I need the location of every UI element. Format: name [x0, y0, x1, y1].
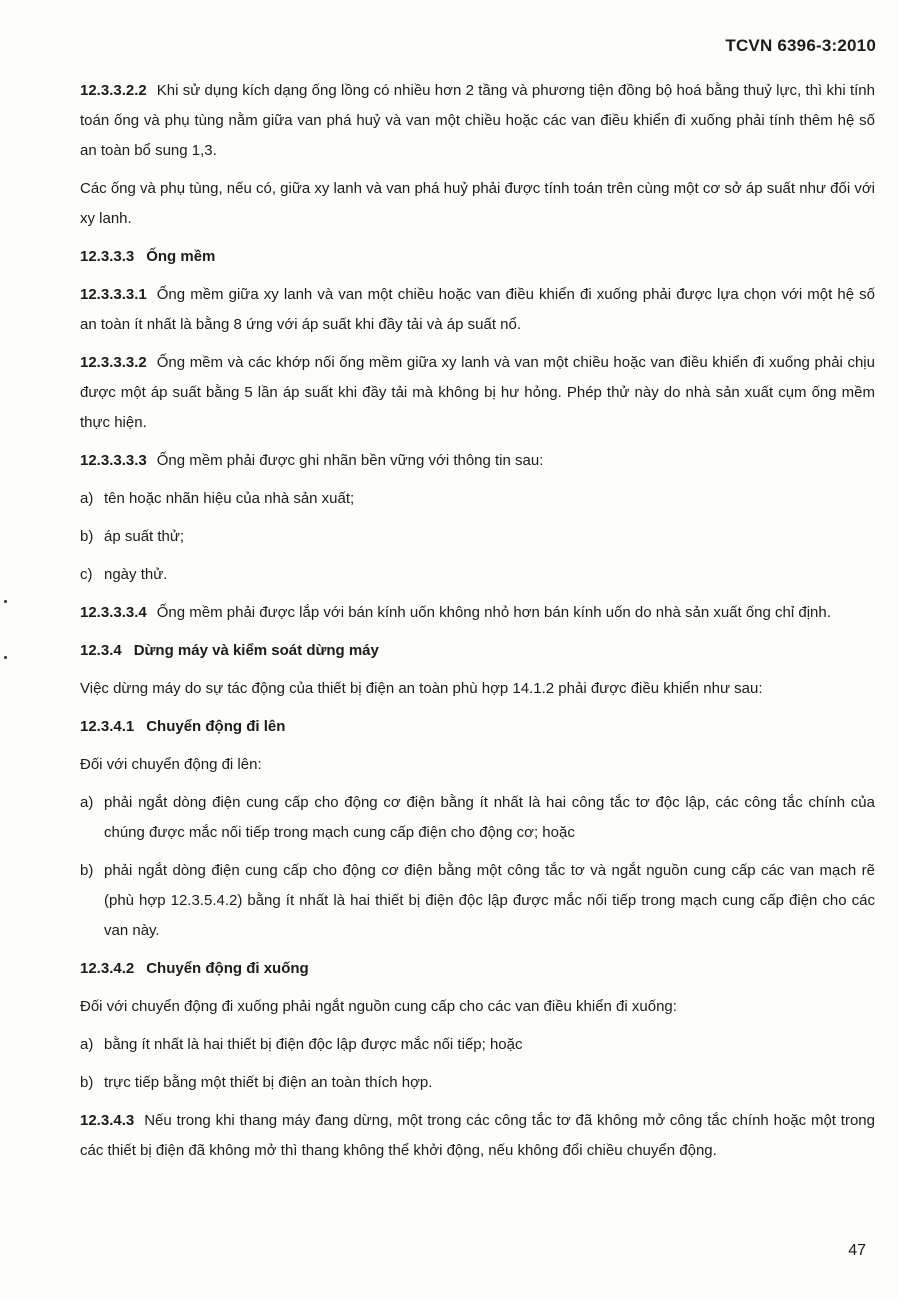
list-item	[80, 522, 875, 552]
paragraph	[80, 76, 875, 166]
list-item	[80, 1030, 875, 1060]
document-body	[80, 76, 875, 1174]
list-item-text: bằng ít nhất là hai thiết bị điện độc lập được mắc nối tiếp; hoặc	[104, 1036, 523, 1053]
paragraph-text: Ống mềm giữa xy lanh và van một chiều hoặc van điều khiển đi xuống phải được lựa chọn với một hệ số an toàn ít nhất là bằng 8 ứng với áp suất khi đầy tải và áp suất nổ.	[80, 286, 875, 333]
paragraph	[80, 992, 875, 1022]
clause-number: 12.3.3.3.1	[80, 286, 147, 303]
page-header-standard-code: TCVN 6396-3:2010	[725, 36, 876, 55]
list-item	[80, 788, 875, 848]
scan-mark	[4, 656, 7, 659]
list-marker: b)	[80, 862, 94, 879]
list-marker: b)	[80, 528, 94, 545]
section-heading	[80, 712, 875, 742]
paragraph-text: Các ống và phụ tùng, nếu có, giữa xy lanh và van phá huỷ phải được tính toán trên cùng một cơ sở áp suất như đối với xy lanh.	[80, 180, 875, 227]
paragraph-text: Nếu trong khi thang máy đang dừng, một trong các công tắc tơ đã không mở công tắc chính hoặc một trong các thiết bị điện đã không mở thì thang không thể khởi động, nếu không đổi chiều chuyển động.	[80, 1112, 875, 1159]
paragraph-text: Việc dừng máy do sự tác động của thiết bị điện an toàn phù hợp 14.1.2 phải được điều khiển như sau:	[80, 680, 763, 697]
heading-text: Ống mềm	[146, 248, 216, 265]
paragraph	[80, 750, 875, 780]
list-marker: a)	[80, 1036, 94, 1053]
scan-mark	[4, 600, 7, 603]
section-heading	[80, 954, 875, 984]
page-number: 47	[848, 1242, 866, 1259]
list-marker: c)	[80, 566, 93, 583]
list-item-text: phải ngắt dòng điện cung cấp cho động cơ điện bằng ít nhất là hai công tắc tơ độc lập, các công tắc chính của chúng được mắc nối tiếp trong mạch cung cấp điện cho động cơ; hoặc	[104, 794, 875, 841]
list-marker: a)	[80, 794, 94, 811]
list-item-text: áp suất thử;	[104, 528, 185, 545]
list-item	[80, 1068, 875, 1098]
paragraph	[80, 174, 875, 234]
list-marker: a)	[80, 490, 94, 507]
heading-text: Dừng máy và kiểm soát dừng máy	[133, 642, 379, 659]
paragraph-text: Khi sử dụng kích dạng ống lồng có nhiều hơn 2 tầng và phương tiện đồng bộ hoá bằng thuỷ lực, thì khi tính toán ống và phụ tùng nằm giữa van phá huỷ và van một chiều hoặc các van điều khiển đi xuống phải tính thêm hệ số an toàn bổ sung 1,3.	[80, 82, 875, 159]
paragraph	[80, 598, 875, 628]
list-item	[80, 560, 875, 590]
clause-number: 12.3.4.2	[80, 960, 135, 977]
clause-number: 12.3.3.3	[80, 248, 135, 265]
paragraph-text: Đối với chuyển động đi lên:	[80, 756, 262, 773]
paragraph-text: Đối với chuyển động đi xuống phải ngắt nguồn cung cấp cho các van điều khiển đi xuống:	[80, 998, 677, 1015]
paragraph	[80, 348, 875, 438]
clause-number: 12.3.3.2.2	[80, 82, 147, 99]
list-item-text: trực tiếp bằng một thiết bị điện an toàn thích hợp.	[104, 1074, 433, 1091]
paragraph-text: Ống mềm và các khớp nối ống mềm giữa xy lanh và van một chiều hoặc van điều khiển đi xuống phải chịu được một áp suất bằng 5 lần áp suất khi đầy tải mà không bị hư hỏng. Phép thử này do nhà sản xuất cụm ống mềm thực hiện.	[80, 354, 875, 431]
clause-number: 12.3.3.3.4	[80, 604, 147, 621]
heading-text: Chuyển động đi xuống	[146, 960, 309, 977]
paragraph	[80, 1106, 875, 1166]
clause-number: 12.3.4.1	[80, 718, 135, 735]
list-marker: b)	[80, 1074, 94, 1091]
list-item-text: ngày thử.	[104, 566, 168, 583]
paragraph	[80, 280, 875, 340]
clause-number: 12.3.3.3.3	[80, 452, 147, 469]
clause-number: 12.3.4.3	[80, 1112, 135, 1129]
paragraph-text: Ống mềm phải được lắp với bán kính uốn không nhỏ hơn bán kính uốn do nhà sản xuất ống chỉ định.	[156, 604, 831, 621]
clause-number: 12.3.4	[80, 642, 122, 659]
list-item-text: phải ngắt dòng điện cung cấp cho động cơ điện bằng một công tắc tơ và ngắt nguồn cung cấp các van mạch rẽ (phù hợp 12.3.5.4.2) bằng ít nhất là hai thiết bị điện độc lập được mắc nối tiếp trong mạch cung cấp điện cho các van này.	[104, 862, 875, 939]
list-item-text: tên hoặc nhãn hiệu của nhà sản xuất;	[104, 490, 355, 507]
paragraph	[80, 674, 875, 704]
clause-number: 12.3.3.3.2	[80, 354, 147, 371]
heading-text: Chuyển động đi lên	[146, 718, 286, 735]
list-item	[80, 856, 875, 946]
section-heading	[80, 242, 875, 272]
section-heading	[80, 636, 875, 666]
paragraph	[80, 446, 875, 476]
list-item	[80, 484, 875, 514]
paragraph-text: Ống mềm phải được ghi nhãn bền vững với thông tin sau:	[156, 452, 544, 469]
